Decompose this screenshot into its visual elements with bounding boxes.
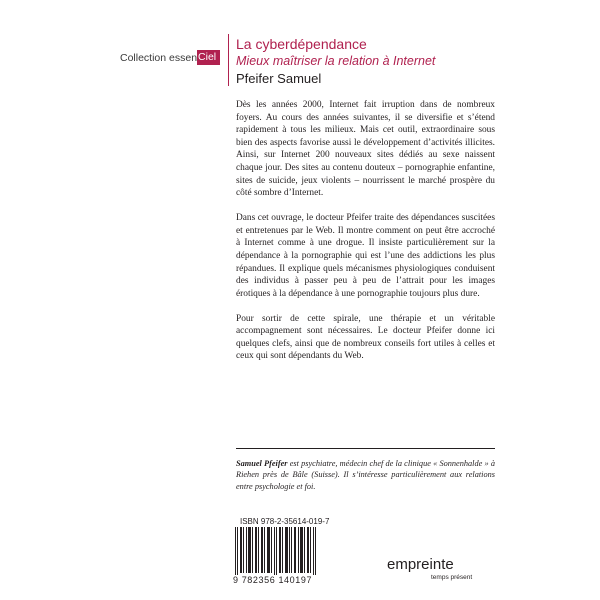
book-subtitle: Mieux maîtriser la relation à Internet: [236, 54, 436, 68]
blurb: [236, 99, 495, 375]
author-bio: [236, 458, 495, 492]
bio-name: Samuel Pfeifer: [236, 459, 288, 468]
barcode-digits: 9 782356 140197: [233, 575, 323, 585]
isbn-label: ISBN 978-2-35614-019-7: [240, 517, 330, 526]
collection-label: [120, 50, 220, 65]
blurb-paragraph-3: Pour sortir de cette spirale, une thérapie et un véritable accompagnement sont nécessaires. Le docteur Pfeifer donne ici quelques clefs, ainsi que de nombreux conseils fort utiles à celles et ceux qui sont dépendants du Web.: [236, 313, 495, 362]
bio-separator: [236, 448, 495, 449]
publisher-tagline: temps présent: [431, 574, 473, 581]
book-title: La cyberdépendance: [236, 36, 367, 52]
book-author: Pfeifer Samuel: [236, 71, 322, 86]
blurb-paragraph-2: Dans cet ouvrage, le docteur Pfeifer traite des dépendances suscitées et entretenues par le Web. Il montre comment on peut être accroché à Internet comme à une drogue. Il insiste particulièrement sur la dépendance à la pornographie qui est l’une des addictions les plus répandues. Il explique quels mécanismes physiologiques conduisent des individus à passer peu à peu de l’attrait pour les images érotiques à la dépendance à une pornographie toujours plus dure.: [236, 213, 495, 299]
header-divider: [228, 34, 229, 86]
collection-highlight: Ciel: [197, 50, 220, 65]
collection-prefix: Collection essen: [120, 51, 198, 64]
blurb-paragraph-1: Dès les années 2000, Internet fait irruption dans de nombreux foyers. Au cours des années suivantes, il se diversifie et s’étend rapidement à tous les milieux. Mais cet outil, extraordinaire sous bien des aspects favorise aussi le développement d’activités illicites. Ainsi, sur Internet 200 nouveaux sites dédiés au sexe naissent chaque jour. Des sites au contenu douteux – pornographie enfantine, sites de suicide, jeux violents – nourrissent le marché prospère du côté sombre d’Internet.: [236, 100, 495, 199]
bio-text: est psychiatre, médecin chef de la clinique « Sonnenhalde » à Riehen près de Bâle (Suisse). Il s’intéresse particulièrement aux relations entre psychologie et foi.: [236, 459, 495, 491]
publisher-logo: empreinte: [387, 556, 454, 573]
barcode-icon: [233, 527, 321, 579]
